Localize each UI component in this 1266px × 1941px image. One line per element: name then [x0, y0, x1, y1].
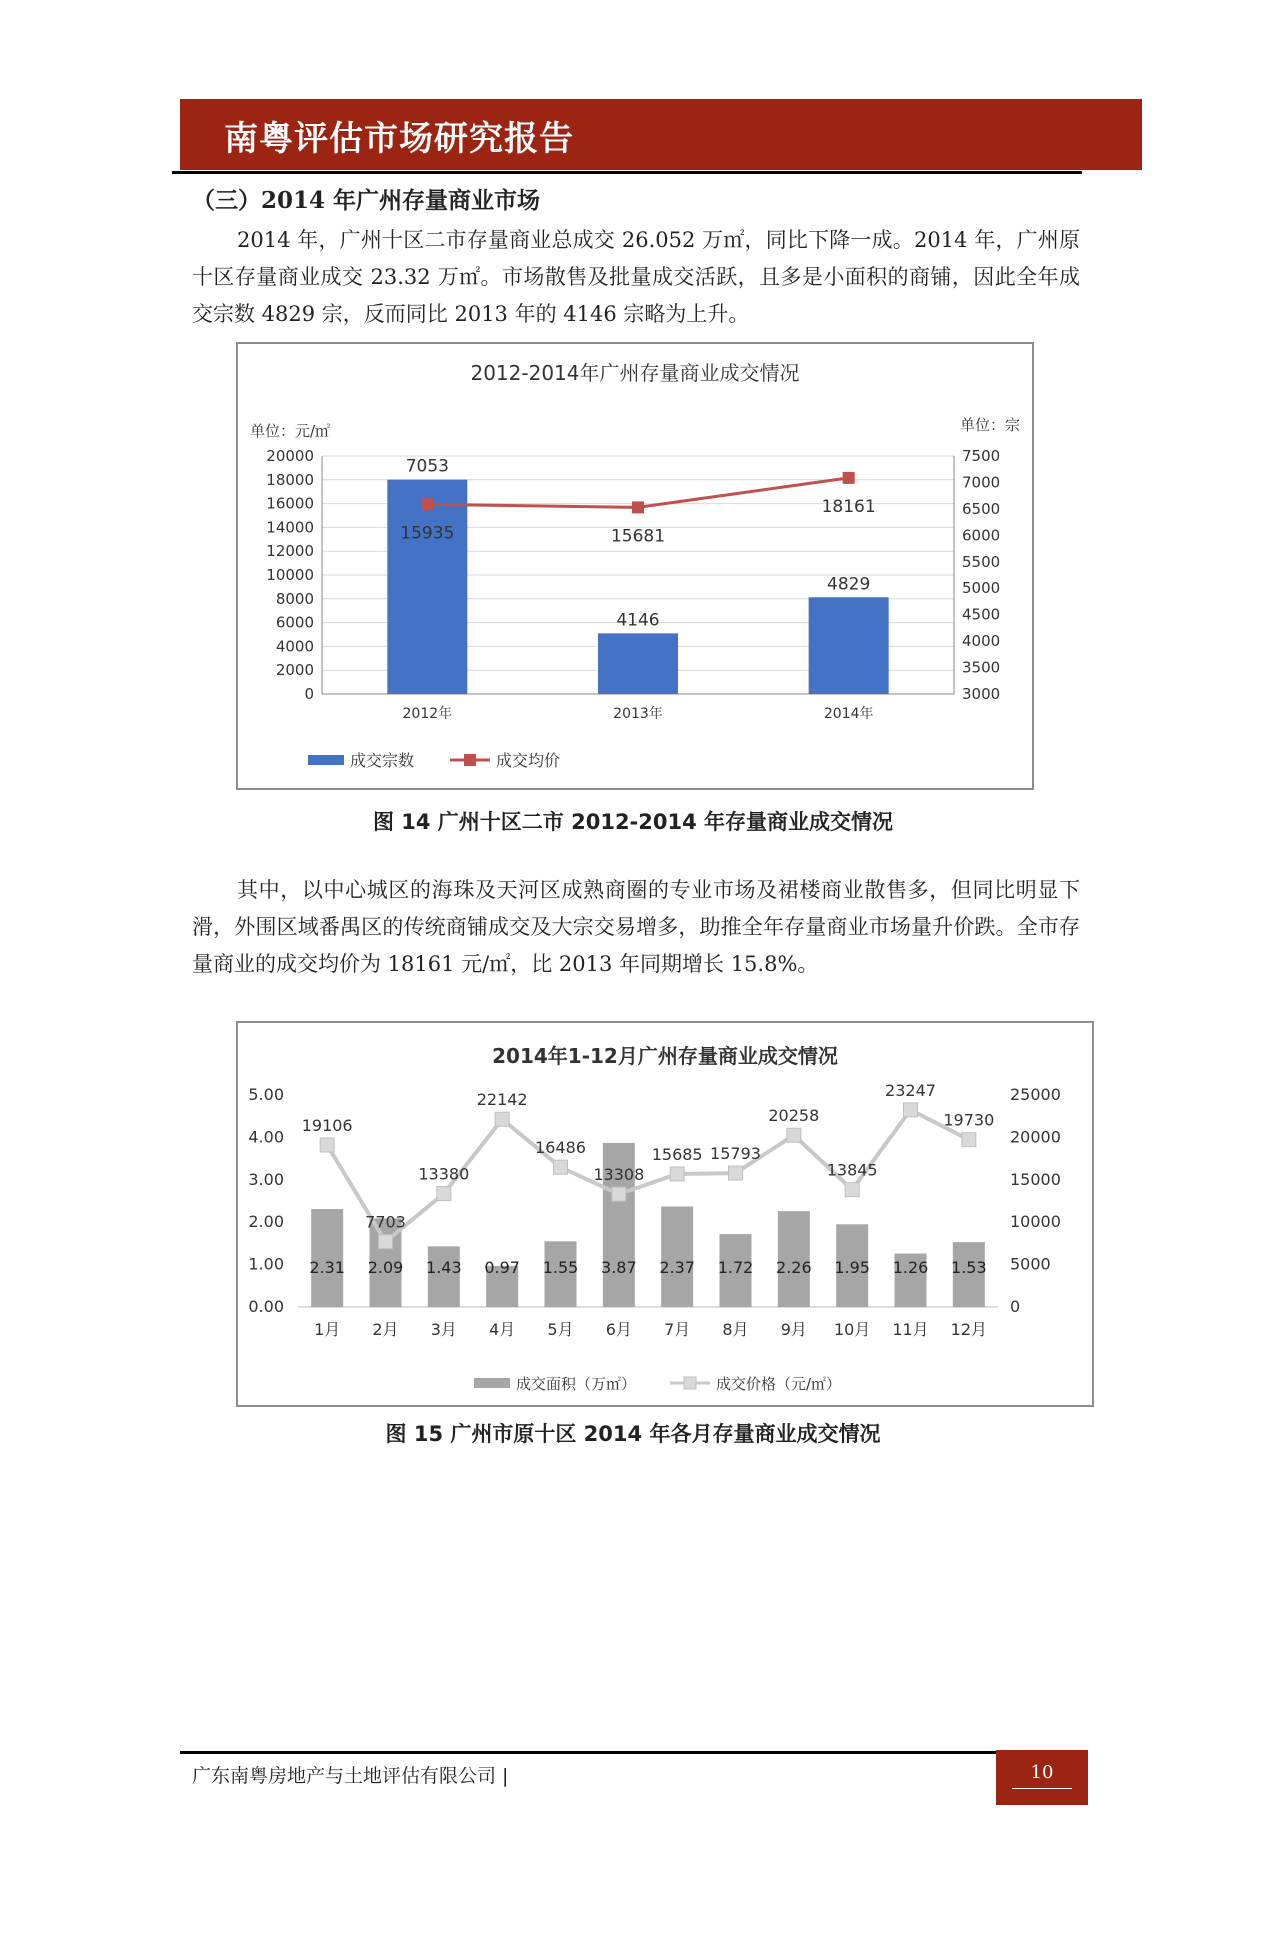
avg-price-point: [421, 498, 433, 510]
bar-area-label: 2.37: [659, 1258, 695, 1277]
bar-area-label: 2.09: [367, 1258, 404, 1277]
right-tick-label: 0: [1010, 1297, 1021, 1316]
chart-2014-monthly-svg: [238, 1023, 1092, 1405]
left-tick-label: 8000: [275, 589, 314, 608]
price-label: 23247: [885, 1080, 936, 1100]
legend-label-price: 成交均价: [496, 751, 561, 770]
bar-area-label: 1.26: [892, 1258, 929, 1277]
legend-label-deals: 成交宗数: [350, 751, 415, 770]
x-tick-label: 4月: [489, 1320, 516, 1339]
price-label: 20258: [768, 1106, 820, 1126]
price-label: 13845: [826, 1160, 878, 1180]
page-number-box: [996, 1750, 1088, 1805]
price-point: [670, 1167, 684, 1181]
bar-deals-label: 7053: [405, 456, 449, 477]
left-tick-label: 0: [304, 685, 314, 703]
header-banner: [180, 99, 1142, 170]
price-label: 16486: [535, 1138, 586, 1158]
price-point: [904, 1103, 918, 1117]
right-tick-label: 7500: [962, 447, 1001, 465]
legend-marker-price: [464, 754, 476, 766]
x-tick-label: 3月: [430, 1320, 457, 1339]
bar-deals: [809, 597, 889, 694]
legend-marker-price: [684, 1377, 696, 1389]
header-divider: [172, 171, 1082, 174]
left-tick-label: 16000: [266, 494, 314, 513]
right-tick-label: 4000: [962, 632, 1001, 651]
bar-deals-label: 4829: [827, 574, 871, 595]
x-tick-label: 10月: [833, 1320, 871, 1339]
avg-price-label: 15935: [400, 523, 455, 544]
bar-area-label: 1.72: [717, 1258, 754, 1277]
legend-label-area: 成交面积（万㎡）: [516, 1375, 637, 1393]
footer-divider: [180, 1751, 1000, 1754]
left-tick-label: 2000: [275, 661, 314, 680]
bar-area-label: 1.95: [834, 1258, 870, 1277]
bar-area-label: 2.31: [309, 1258, 345, 1277]
paragraph-1: [192, 222, 1080, 333]
paragraph-1-text: 2014 年，广州十区二市存量商业总成交 26.052 万㎡，同比下降一成。2014 年，广州原十区存量商业成交 23.32 万㎡。市场散售及批量成交活跃，且多是小面积的商铺，因此全年成交宗数 4829 宗，反而同比 2013 年的 4146 宗略为上升。: [192, 228, 1080, 326]
right-tick-label: 25000: [1010, 1085, 1061, 1104]
left-tick-label: 3.00: [248, 1169, 284, 1189]
right-axis-unit: 单位：宗: [959, 416, 1020, 434]
price-label: 19730: [943, 1110, 995, 1130]
right-tick-label: 5000: [962, 579, 1001, 598]
report-title: 南粤评估市场研究报告: [224, 119, 574, 159]
x-tick-label: 9月: [780, 1320, 807, 1339]
left-tick-label: 10000: [266, 566, 314, 584]
chart-title: 2014年1-12月广州存量商业成交情况: [492, 1044, 838, 1068]
price-label: 13308: [593, 1165, 645, 1185]
price-label: 15793: [710, 1144, 761, 1164]
bar-area-label: 1.53: [951, 1258, 987, 1277]
left-tick-label: 6000: [275, 613, 314, 632]
price-label: 15685: [651, 1144, 703, 1164]
price-point: [612, 1187, 626, 1201]
price-point: [787, 1128, 801, 1142]
section-title: （三）2014 年广州存量商业市场: [192, 187, 541, 214]
left-tick-label: 14000: [266, 518, 314, 537]
price-point: [437, 1187, 451, 1201]
right-tick-label: 3500: [962, 658, 1001, 677]
page-number-underline: [1012, 1788, 1072, 1789]
right-tick-label: 5500: [962, 552, 1001, 571]
x-tick-label: 6月: [605, 1320, 632, 1339]
x-tick-label: 1月: [314, 1320, 341, 1339]
right-tick-label: 6000: [962, 526, 1001, 545]
chart-2014-monthly: [236, 1021, 1094, 1407]
right-tick-label: 20000: [1010, 1127, 1061, 1147]
paragraph-2: [192, 872, 1080, 983]
right-tick-label: 10000: [1010, 1212, 1061, 1232]
price-point: [379, 1235, 393, 1249]
price-label: 7703: [365, 1212, 406, 1232]
right-tick-label: 5000: [1010, 1254, 1051, 1274]
price-point: [845, 1183, 859, 1197]
right-tick-label: 7000: [962, 473, 1001, 492]
bar-area: [661, 1207, 693, 1307]
bar-area-label: 0.97: [484, 1258, 520, 1277]
left-tick-label: 12000: [266, 542, 314, 561]
right-tick-label: 15000: [1010, 1169, 1061, 1189]
left-tick-label: 4000: [275, 637, 314, 656]
price-point: [320, 1138, 334, 1152]
x-tick-label: 12月: [950, 1320, 988, 1339]
chart-2012-2014: [236, 342, 1034, 790]
x-tick-label: 8月: [722, 1320, 749, 1339]
bar-area-label: 1.55: [542, 1258, 579, 1277]
figure-14-caption: 图 14 广州十区二市 2012-2014 年存量商业成交情况: [372, 810, 894, 834]
x-tick-label: 7月: [664, 1320, 691, 1339]
legend-label-price: 成交价格（元/㎡）: [716, 1375, 842, 1393]
right-tick-label: 3000: [962, 685, 1001, 703]
bar-deals-label: 4146: [616, 610, 660, 631]
left-tick-label: 4.00: [248, 1127, 284, 1147]
footer-company: 广东南粤房地产与土地评估有限公司 |: [192, 1765, 509, 1787]
legend-swatch-area: [474, 1378, 510, 1388]
price-label: 22142: [476, 1090, 528, 1110]
left-tick-label: 0.00: [248, 1297, 284, 1316]
price-label: 19106: [301, 1115, 353, 1135]
x-tick-label: 2014年: [823, 706, 874, 722]
bar-area-label: 1.43: [426, 1258, 462, 1277]
avg-price-label: 15681: [610, 526, 666, 547]
chart-title: 2012-2014年广州存量商业成交情况: [470, 361, 800, 385]
price-point: [495, 1112, 509, 1126]
price-point: [729, 1166, 743, 1180]
price-point: [554, 1160, 568, 1174]
bar-deals: [598, 633, 678, 694]
x-tick-label: 2012年: [402, 706, 453, 722]
legend-swatch-deals: [308, 755, 344, 765]
x-tick-label: 2013年: [613, 706, 663, 722]
right-tick-label: 6500: [962, 499, 1001, 518]
left-axis-unit: 单位：元/㎡: [250, 422, 331, 440]
page-number: 10: [1030, 1762, 1054, 1783]
price-label: 13380: [418, 1164, 470, 1184]
avg-price-point: [632, 501, 644, 513]
chart-2012-2014-svg: [238, 344, 1032, 788]
x-tick-label: 11月: [892, 1320, 929, 1339]
left-tick-label: 1.00: [248, 1254, 284, 1274]
bar-area-label: 3.87: [601, 1258, 637, 1277]
price-point: [962, 1133, 976, 1147]
left-tick-label: 2.00: [248, 1212, 284, 1232]
left-tick-label: 20000: [266, 447, 314, 465]
paragraph-2-text: 其中，以中心城区的海珠及天河区成熟商圈的专业市场及裙楼商业散售多，但同比明显下滑，外围区域番禺区的传统商铺成交及大宗交易增多，助推全年存量商业市场量升价跌。全市存量商业的成交均价为 18161 元/㎡，比 2013 年同期增长 15.8%。: [192, 878, 1080, 976]
avg-price-label: 18161: [821, 496, 876, 517]
avg-price-point: [843, 472, 855, 484]
bar-deals: [387, 480, 467, 694]
figure-15-caption: 图 15 广州市原十区 2014 年各月存量商业成交情况: [385, 1422, 881, 1446]
x-tick-label: 5月: [547, 1320, 574, 1339]
bar-area-label: 2.26: [776, 1258, 812, 1277]
left-tick-label: 18000: [266, 470, 314, 489]
x-tick-label: 2月: [372, 1320, 399, 1339]
left-tick-label: 5.00: [248, 1085, 284, 1104]
right-tick-label: 4500: [962, 605, 1001, 624]
